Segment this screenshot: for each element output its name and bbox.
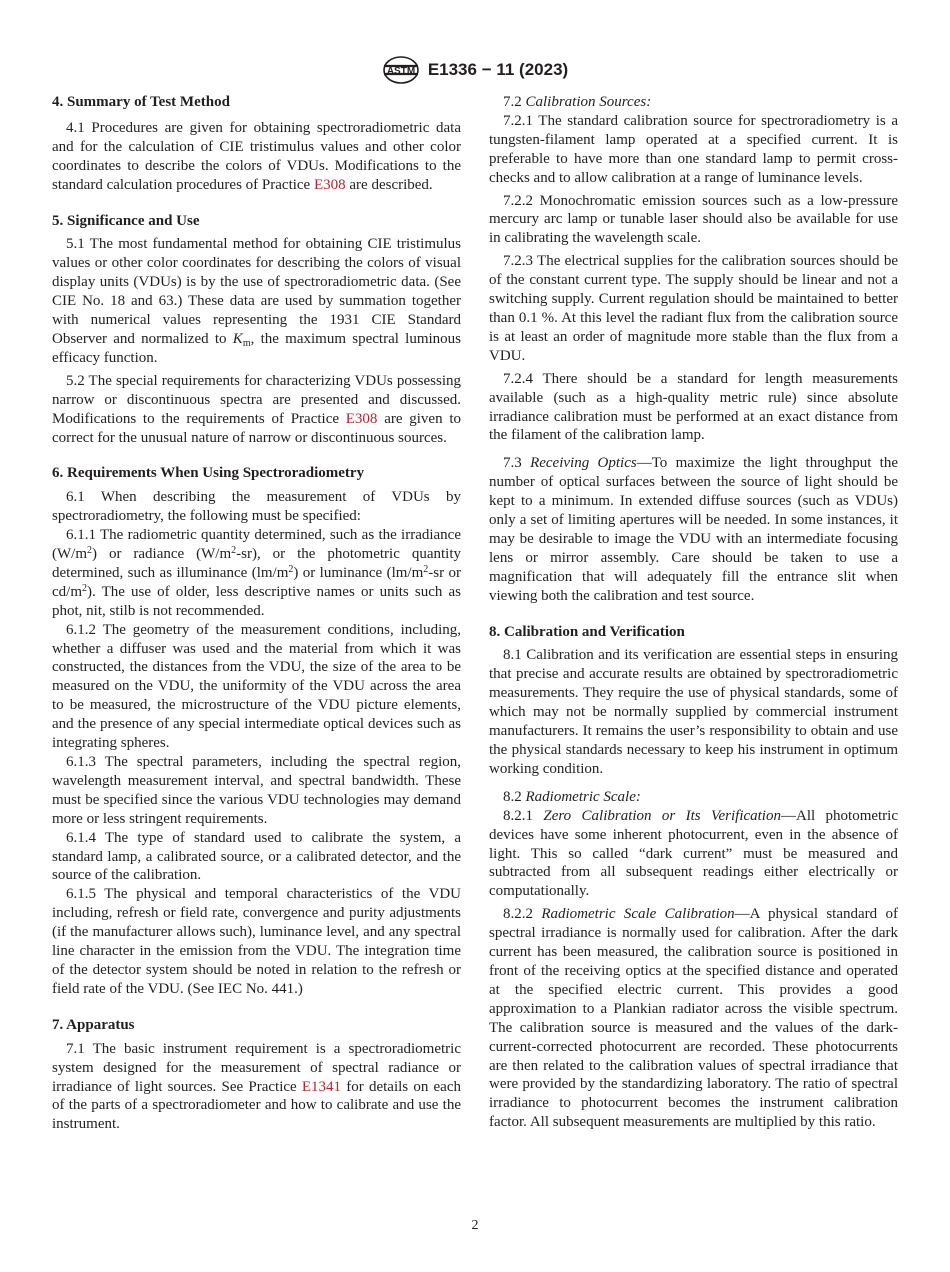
paragraph-7-2-4: 7.2.4 There should be a standard for length measurements available (such as a high-quality metric rule) since absolute irradiance calibration must be performed at an exact distance from the filament of the calibration lamp. bbox=[489, 370, 898, 444]
paragraph-6-1-4: 6.1.4 The type of standard used to calibrate the system, a standard lamp, a calibrated source, or a calibrated detector, and the source of the calibration. bbox=[52, 829, 461, 884]
paragraph-6-1-1: 6.1.1 The radiometric quantity determined, such as the irradiance $(W/m^2)$ or radiance $(W/m^2-sr)$, or the photometric quantity determined, such as illuminance $(lm/m^2)$ or luminance ($lm/m^2-sr$ or $cd/m^2$). The use of older, less descriptive names or units such as phot, nit, stilb is not recommended. bbox=[52, 527, 461, 619]
paragraph-6-1-3: 6.1.3 The spectral parameters, including the spectral region, wavelength measurement interval, and spectral bandwidth. These must be specified since the various VDU technologies may demand more or less stringent requirements. bbox=[52, 754, 461, 827]
paragraph-6-1-2: 6.1.2 The geometry of the measurement conditions, including, whether a diffuser was used and the material from which it was constructed, the distances from the VDU, the size of the area to be measured on the VDU, the uniformity of the VDU across the area to be measured, the microstructure of the VDU picture elements, and the presence of any special intermediate optical devices such as integrating spheres. bbox=[52, 621, 461, 752]
paragraph-5-2: 5.2 The special requirements for characterizing VDUs possessing narrow or discontinuous spectra are presented and discussed. Modifications to the requirements of Practice E308 are given to correct for the unusual nature of narrow or discontinuous sources. bbox=[52, 372, 461, 446]
right-column bbox=[489, 93, 898, 1132]
paragraph-8-2: 8.2 Radiometric Scale: bbox=[503, 788, 641, 805]
e1341-link[interactable]: E1341 bbox=[301, 1078, 342, 1095]
paragraph-8-2-1: 8.2.1 Zero Calibration or Its Verification—All photometric devices have some inherent photocurrent, even in the absence of light. This so called “dark current” must be measured and subtracted from all subsequent readings either electrically or computationally. bbox=[489, 807, 899, 900]
paragraph-7-2: 7.2 Calibration Sources: bbox=[503, 94, 652, 110]
section-7-heading: 7. Apparatus bbox=[52, 1016, 135, 1033]
section-6-heading: 6. Requirements When Using Spectroradiometry bbox=[52, 465, 365, 482]
paragraph-7-3: 7.3 Receiving Optics—To maximize the light throughput the number of optical surfaces between the source of light should be kept to a minimum. In extended diffuse sources (such as VDUs) only a set of limiting apertures will be needed. In some instances, it may be desirable to image the VDU with an intermediate focusing lens or mirror assembly. Care should be taken to use a magnification that will adequately fill the entrance slit when viewing both the calibration and test source. bbox=[489, 455, 899, 604]
paragraph-7-1: 7.1 The basic instrument requirement is a spectroradiometric system designed for the measurement of spectral radiance or irradiance of light sources. See Practice E1341 for details on each of the parts of a spectroradiometer and how to calibrate and use the instrument. bbox=[52, 1040, 461, 1133]
section-5-heading: 5. Significance and Use bbox=[52, 212, 200, 229]
paragraph-6-1-5: 6.1.5 The physical and temporal characteristics of the VDU including, refresh or field rate, convergence and purity adjustments (if the manufacturer allows such), luminance level, and any spectral line character in the emission from the VDU. The integration time of the detector system should be noted in relation to the refresh or field rate of the VDU. (See IEC No. 441.) bbox=[52, 886, 461, 997]
page-header bbox=[0, 55, 950, 85]
paragraph-7-2-2: 7.2.2 Monochromatic emission sources such as a low-pressure mercury arc lamp or tunable laser should also be available for use in calibrating the wavelength scale. bbox=[489, 192, 898, 247]
paragraph-7-2-1: 7.2.1 The standard calibration source for spectroradiometry is a tungsten-filament lamp operated at a specified current. It is preferable to have more than one standard lamp to permit cross-checks and to allow calibration at a range of luminance levels. bbox=[489, 112, 898, 186]
section-8-heading: 8. Calibration and Verification bbox=[489, 623, 685, 640]
left-column bbox=[52, 93, 461, 1134]
astm-logo-icon bbox=[382, 55, 420, 85]
standard-designation: E1336 − 11 (2023) bbox=[427, 60, 569, 79]
logo-lettering: ASTM bbox=[386, 66, 415, 77]
paragraph-4-1: 4.1 Procedures are given for obtaining spectroradiometric data and for the calculation of CIE tristimulus values and other color coordinates to describe the colors of VDUs. Modifications to the standard calculation procedures of Practice E308 are described. bbox=[52, 119, 461, 193]
e308-link[interactable]: E308 bbox=[345, 410, 378, 427]
paragraph-7-2-3: 7.2.3 The electrical supplies for the calibration sources should be of the constant current type. The supply should be linear and not a switching supply. Current regulation should be maintained to better than 0.1 %. At this level the radiant flux from the calibration source is at least an order of magnitude more stable than the flux from a VDU. bbox=[489, 253, 898, 364]
section-4-heading: 4. Summary of Test Method bbox=[52, 94, 230, 110]
page-number: 2 bbox=[471, 1218, 479, 1233]
paragraph-5-1: 5.1 The most fundamental method for obtaining CIE tristimulus values or other color coordinates for describing the colors of visual display units (VDUs) is by the use of spectroradiometric data. (See CIE No. 18 and 63.) These data are used by summation together with numerical values representing the 1931 CIE Standard Observer and normalized to $K_m$, the maximum spectral luminous efficacy function. bbox=[52, 236, 461, 366]
e308-link[interactable]: E308 bbox=[313, 176, 346, 193]
paragraph-8-1: 8.1 Calibration and its verification are essential steps in ensuring that precise and accurate results are obtained by spectroradiometric measurements. They require the use of physical standards, some of which may not be normally supplied by commercial instrument manufacturers. It remains the user’s responsibility to obtain and use the physical standards necessary to keep his instrument in optimum working condition. bbox=[489, 647, 898, 777]
paragraph-6-1: 6.1 When describing the measurement of VDUs by spectroradiometry, the following must be specified: bbox=[52, 489, 461, 525]
paragraph-8-2-2: 8.2.2 Radiometric Scale Calibration—A physical standard of spectral irradiance is normally used for calibration. After the dark current has been measured, the calibration source is positioned in front of the receiving optics at the specified distance and operated at the specified electric current. This provides a good approximation to a Plankian radiator across the visible spectrum. The calibration source is measured and the values of the dark-current-corrected photocurrent are recorded. These photocurrents are then related to the calibration values of spectral irradiance that were provided by the standardizing laboratory. The ratio of spectral irradiance to photocurrent becomes the instrument calibration factor. All subsequent measurements are multiplied by this ratio. bbox=[489, 906, 898, 1131]
